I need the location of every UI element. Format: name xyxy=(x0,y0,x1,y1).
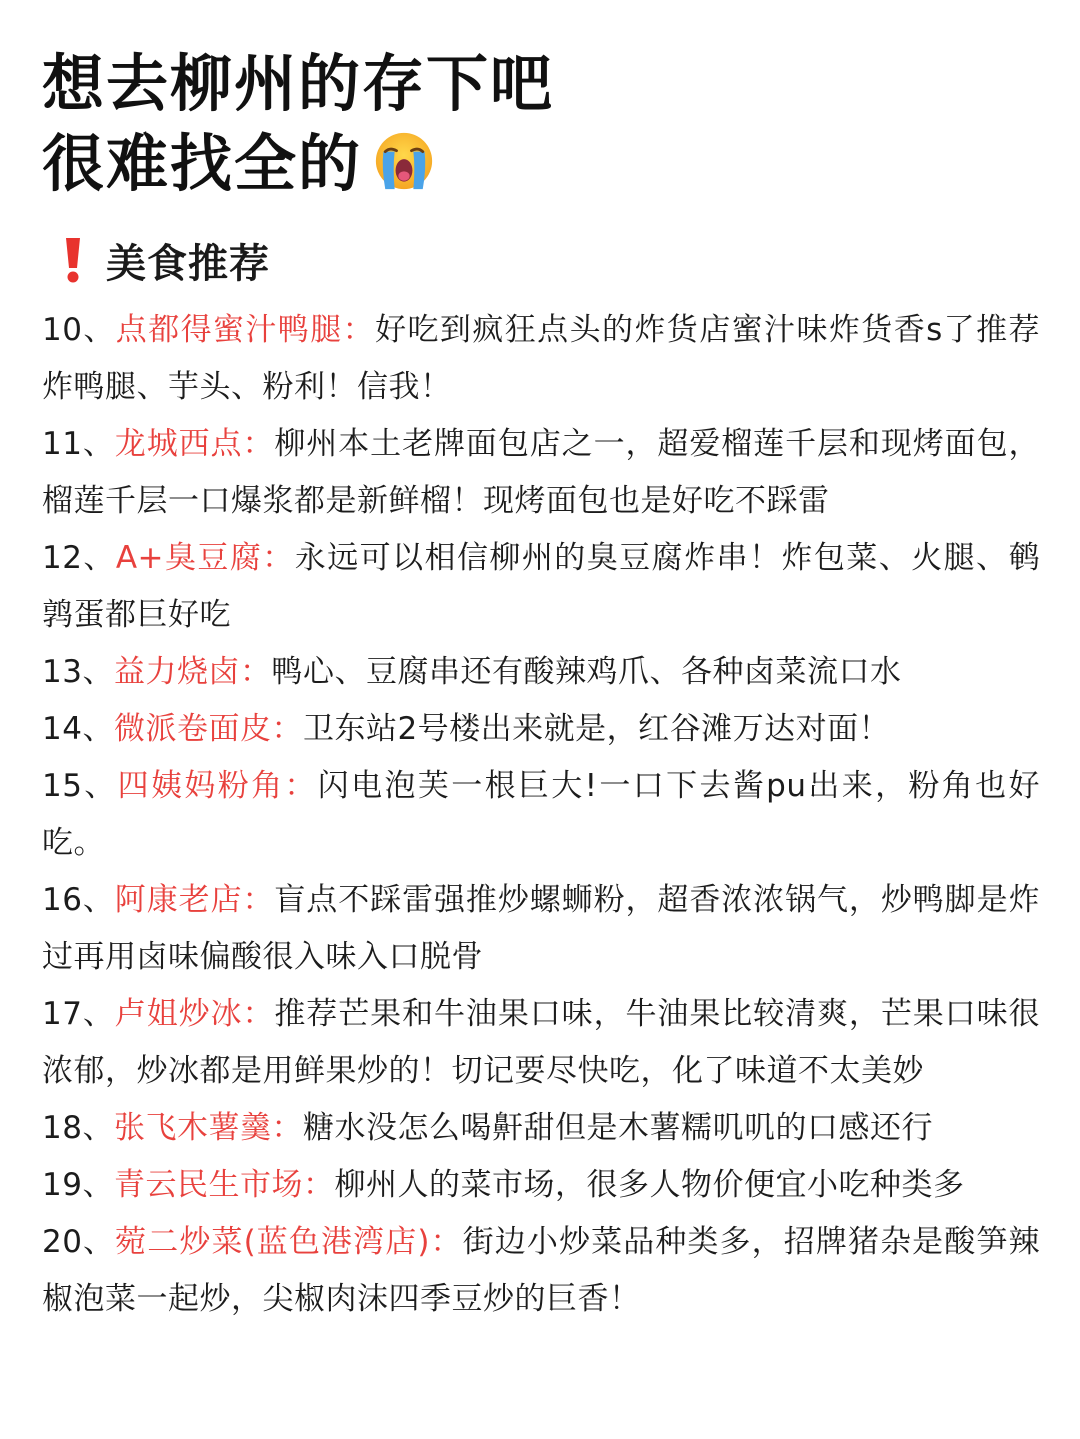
item-description: 柳州本土老牌面包店之一，超爱榴莲千层和现烤面包，榴莲千层一口爆浆都是新鲜榴！现烤面包也是好吃不踩雷 xyxy=(42,426,1041,519)
item-name: 四姨妈粉角： xyxy=(117,768,318,804)
list-item xyxy=(42,1157,1040,1214)
item-name: 微派卷面皮： xyxy=(113,711,303,747)
item-description: 盲点不踩雷强推炒螺蛳粉，超香浓浓锅气，炒鸭脚是炸过再用卤味偏酸很入味入口脱骨 xyxy=(42,882,1041,975)
title-line-2-text: 很难找全的 xyxy=(42,127,363,200)
section-title: 美食推荐 xyxy=(106,240,270,287)
item-name: 龙城西点： xyxy=(114,426,275,462)
item-name: 青云民生市场： xyxy=(113,1167,335,1203)
item-name: 益力烧卤： xyxy=(113,654,272,690)
crying-face-icon xyxy=(374,131,434,191)
item-number: 13、 xyxy=(42,654,114,690)
item-description: 柳州人的菜市场，很多人物价便宜小吃种类多 xyxy=(334,1167,965,1203)
list-item xyxy=(42,986,1040,1100)
item-name: A+臭豆腐： xyxy=(115,540,295,576)
item-number: 14、 xyxy=(42,711,114,747)
title-line-2 xyxy=(42,124,1040,204)
list-item xyxy=(42,644,1040,701)
item-description: 卫东站2号楼出来就是，红谷滩万达对面！ xyxy=(302,711,891,747)
item-number: 18、 xyxy=(42,1110,114,1146)
list-item xyxy=(42,872,1040,986)
item-description: 闪电泡芙一根巨大!一口下去酱pu出来，粉角也好吃。 xyxy=(42,768,1040,861)
item-name: 阿康老店： xyxy=(114,882,275,918)
item-description: 糖水没怎么喝鼾甜但是木薯糯叽叽的口感还行 xyxy=(302,1110,933,1146)
item-number: 19、 xyxy=(42,1167,114,1203)
list-item xyxy=(42,416,1040,530)
item-number: 16、 xyxy=(42,882,115,918)
item-name: 卢姐炒冰： xyxy=(114,996,275,1032)
title-line-1: 想去柳州的存下吧 xyxy=(42,47,555,120)
item-number: 17、 xyxy=(42,996,115,1032)
item-name: 菀二炒菜(蓝色港湾店)： xyxy=(115,1224,463,1260)
item-number: 20、 xyxy=(42,1224,116,1260)
list-item xyxy=(42,758,1040,872)
item-description: 街边小炒菜品种类多，招牌猪杂是酸笋辣椒泡菜一起炒，尖椒肉沫四季豆炒的巨香！ xyxy=(42,1224,1041,1317)
section-header xyxy=(62,228,1040,292)
list-item xyxy=(42,1100,1040,1157)
red-exclamation-icon xyxy=(62,236,84,284)
item-number: 15、 xyxy=(42,768,118,804)
item-description: 鸭心、豆腐串还有酸辣鸡爪、各种卤菜流口水 xyxy=(271,654,902,690)
item-description: 永远可以相信柳州的臭豆腐炸串！炸包菜、火腿、鹌鹑蛋都巨好吃 xyxy=(42,540,1041,633)
item-name: 点都得蜜汁鸭腿： xyxy=(115,312,376,348)
list-item xyxy=(42,1214,1040,1328)
item-number: 11、 xyxy=(42,426,115,462)
item-description: 推荐芒果和牛油果口味，牛油果比较清爽，芒果口味很浓郁，炒冰都是用鲜果炒的！切记要尽快吃，化了味道不太美妙 xyxy=(42,996,1041,1089)
page-title xyxy=(42,0,1040,204)
recommendation-list xyxy=(42,302,1040,1328)
list-item xyxy=(42,302,1040,416)
item-name: 张飞木薯羹： xyxy=(113,1110,303,1146)
item-number: 10、 xyxy=(42,312,116,348)
item-description: 好吃到疯狂点头的炸货店蜜汁味炸货香s了推荐炸鸭腿、芋头、粉利！信我！ xyxy=(42,312,1041,405)
list-item xyxy=(42,530,1040,644)
item-number: 12、 xyxy=(42,540,116,576)
list-item xyxy=(42,701,1040,758)
